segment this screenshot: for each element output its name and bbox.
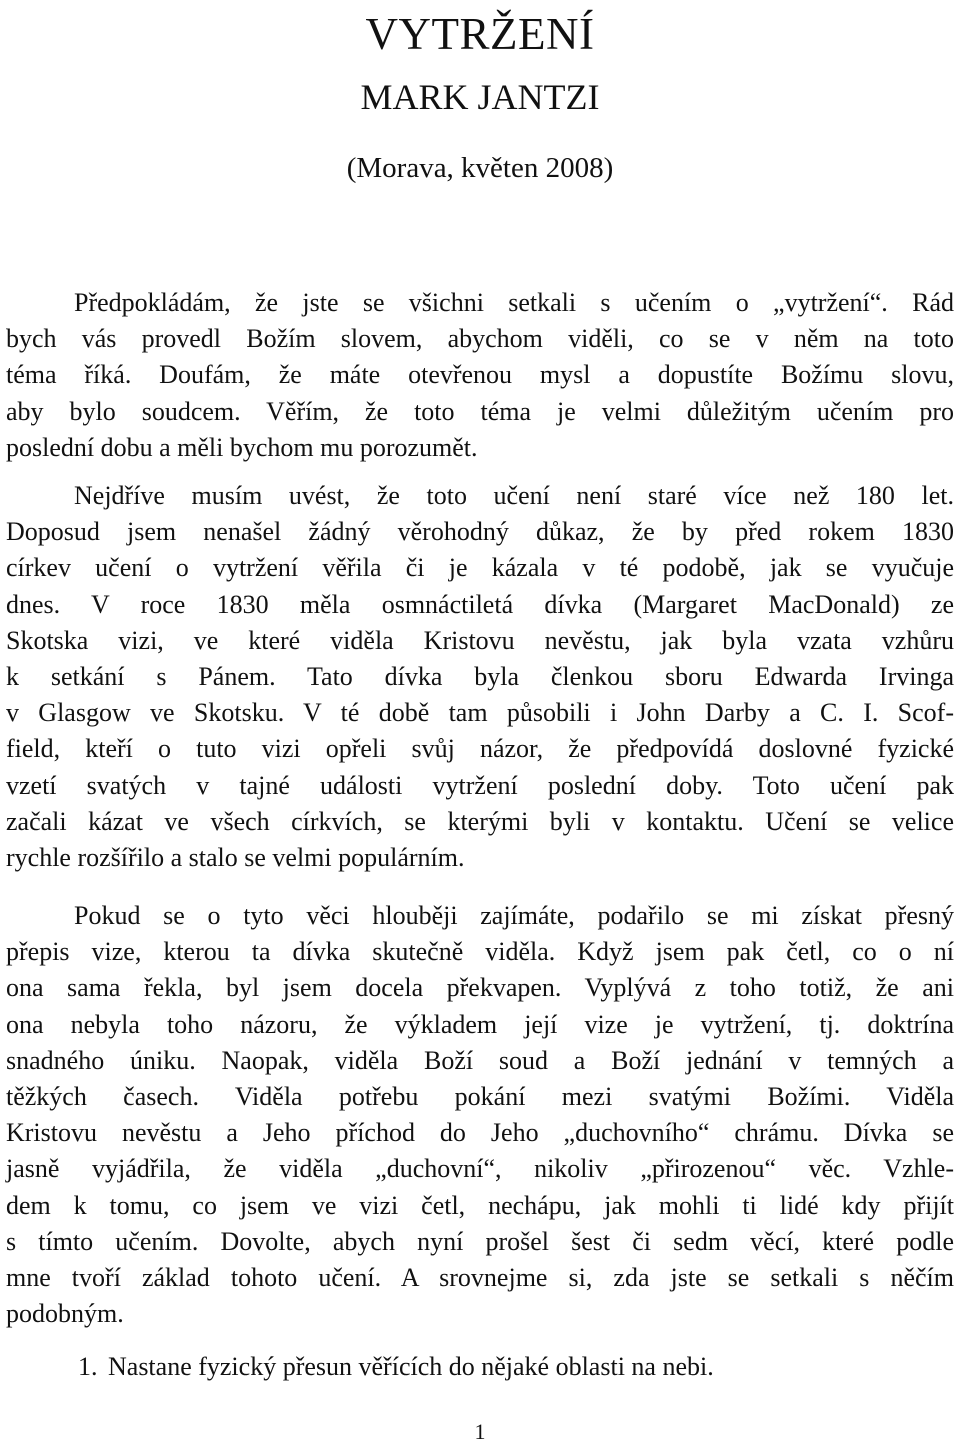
paragraph-2 (6, 478, 954, 876)
document-subtitle: (Morava, květen 2008) (346, 152, 614, 184)
paragraph-3 (6, 898, 954, 1332)
paragraph-line: vzetí svatých v tajné události vytržení poslední doby. Toto učení pak (6, 770, 954, 800)
paragraph-line: Doposud jsem nenašel žádný věrohodný důkaz, že by před rokem 1830 (6, 517, 954, 547)
document-author: MARK JANTZI (360, 77, 600, 117)
paragraph-line: dnes. V roce 1830 měla osmnáctiletá dívka (Margaret MacDonald) ze (6, 589, 954, 619)
paragraph-line: aby bylo soudcem. Věřím, že toto téma je velmi důležitým učením pro (6, 396, 954, 426)
paragraph-line: téma říká. Doufám, že máte otevřenou mysl a dopustíte Božímu slovu, (6, 360, 954, 390)
paragraph-line: v Glasgow ve Skotsku. V té době tam působili i John Darby a C. I. Scof- (6, 698, 954, 728)
paragraph-line: snadného úniku. Naopak, viděla Boží soud a Boží jednání v temných a (6, 1045, 954, 1075)
list-item-number: 1. (78, 1352, 98, 1381)
paragraph-line: field, kteří o tuto vizi opřeli svůj názor, že předpovídá doslovné fyzické (6, 734, 954, 764)
paragraph-line: přepis vize, kterou ta dívka skutečně viděla. Když jsem pak četl, co o ní (6, 937, 954, 967)
paragraph-line: ona sama řekla, byl jsem docela překvapen. Vyplývá z toho totiž, že ani (6, 973, 954, 1003)
paragraph-line: s tímto učením. Dovolte, abych nyní prošel šest či sedm věcí, které podle (6, 1226, 954, 1256)
list-item-text: Nastane fyzický přesun věřících do nějaké oblasti na nebi. (108, 1352, 714, 1381)
paragraph-line: jasně vyjádřila, že viděla „duchovní“, nikoliv „přirozenou“ věc. Vzhle- (6, 1154, 954, 1184)
paragraph-line: bych vás provedl Božím slovem, abychom viděli, co se v něm na toto (6, 324, 954, 354)
paragraph-line: podobným. (6, 1299, 124, 1329)
paragraph-line: mne tvoří základ tohoto učení. A srovnejme si, zda jste se setkali s něčím (6, 1263, 954, 1293)
paragraph-line: rychle rozšířilo a stalo se velmi populárním. (6, 843, 465, 873)
paragraph-line: začali kázat ve všech církvích, se kterými byli v kontaktu. Učení se velice (6, 806, 954, 836)
paragraph-1 (6, 285, 954, 466)
paragraph-line: k setkání s Pánem. Tato dívka byla členkou sboru Edwarda Irvinga (6, 662, 954, 692)
page-number: 1 (474, 1419, 486, 1444)
list-item (78, 1349, 954, 1385)
paragraph-line: Předpokládám, že jste se všichni setkali s učením o „vytržení“. Rád (74, 288, 954, 317)
document-title: VYTRŽENÍ (365, 9, 595, 59)
paragraph-line: těžkých časech. Viděla potřebu pokání mezi svatými Božími. Viděla (6, 1082, 954, 1112)
paragraph-line: Kristovu nevěstu a Jeho příchod do Jeho „duchovního“ chrámu. Dívka se (6, 1118, 954, 1148)
paragraph-line: poslední dobu a měli bychom mu porozumět. (6, 432, 478, 462)
paragraph-line: dem k tomu, co jsem ve vizi četl, nechápu, jak mohli ti lidé kdy přijít (6, 1190, 954, 1220)
paragraph-line: Nejdříve musím uvést, že toto učení není staré více než 180 let. (74, 481, 954, 510)
paragraph-line: ona nebyla toho názoru, že výkladem její vize je vytržení, tj. doktrína (6, 1009, 954, 1039)
paragraph-line: Pokud se o tyto věci hlouběji zajímáte, podařilo se mi získat přesný (74, 901, 954, 930)
paragraph-line: církev učení o vytržení věřila či je kázala v té podobě, jak se vyučuje (6, 553, 954, 583)
numbered-list (78, 1349, 954, 1385)
paragraph-line: Skotska vizi, ve které viděla Kristovu nevěstu, jak byla vzata vzhůru (6, 625, 954, 655)
